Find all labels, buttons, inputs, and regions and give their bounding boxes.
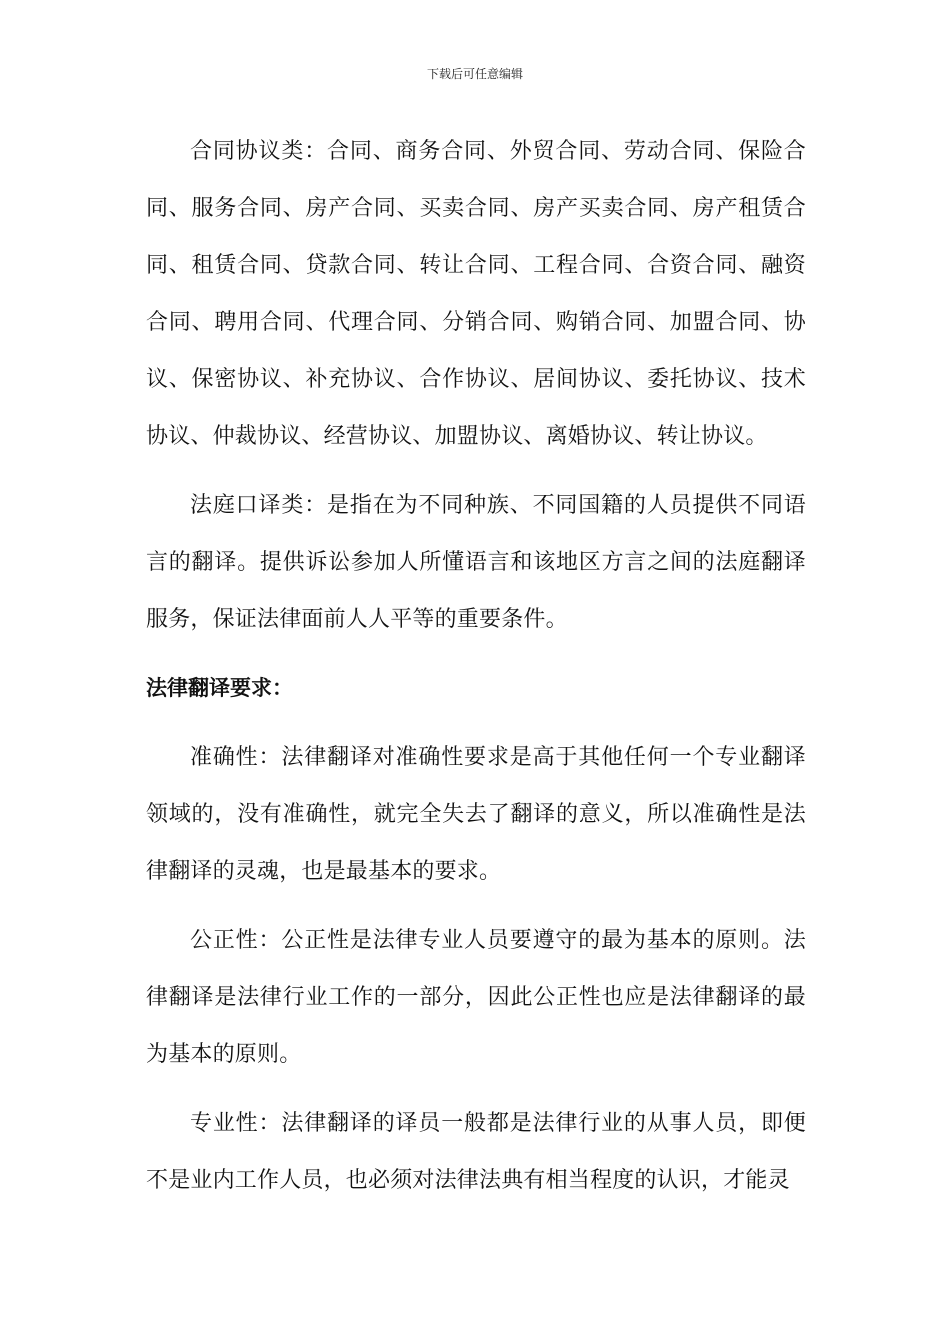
document-body <box>146 123 806 1209</box>
paragraph-court-interpretation: 法庭口译类：是指在为不同种族、不同国籍的人员提供不同语言的翻译。提供诉讼参加人所懂语言和该地区方言之间的法庭翻译服务，保证法律面前人人平等的重要条件。 <box>146 493 806 632</box>
paragraph-professionalism: 专业性：法律翻译的译员一般都是法律行业的从事人员，即便不是业内工作人员，也必须对法律法典有相当程度的认识，才能灵 <box>146 1111 806 1193</box>
paragraph-contract-types: 合同协议类：合同、商务合同、外贸合同、劳动合同、保险合同、服务合同、房产合同、买卖合同、房产买卖合同、房产租赁合同、租赁合同、贷款合同、转让合同、工程合同、合资合同、融资合同、聘用合同、代理合同、分销合同、购销合同、加盟合同、协议、保密协议、补充协议、合作协议、居间协议、委托协议、技术协议、仲裁协议、经营协议、加盟协议、离婚协议、转让协议。 <box>146 139 806 449</box>
paragraph-fairness: 公正性：公正性是法律专业人员要遵守的最为基本的原则。法律翻译是法律行业工作的一部分，因此公正性也应是法律翻译的最为基本的原则。 <box>146 928 806 1067</box>
page-header: 下载后可任意编辑 <box>426 67 523 81</box>
section-heading: 法律翻译要求： <box>146 676 293 700</box>
paragraph-accuracy: 准确性：法律翻译对准确性要求是高于其他任何一个专业翻译领域的，没有准确性，就完全失去了翻译的意义，所以准确性是法律翻译的灵魂，也是最基本的要求。 <box>146 745 806 884</box>
